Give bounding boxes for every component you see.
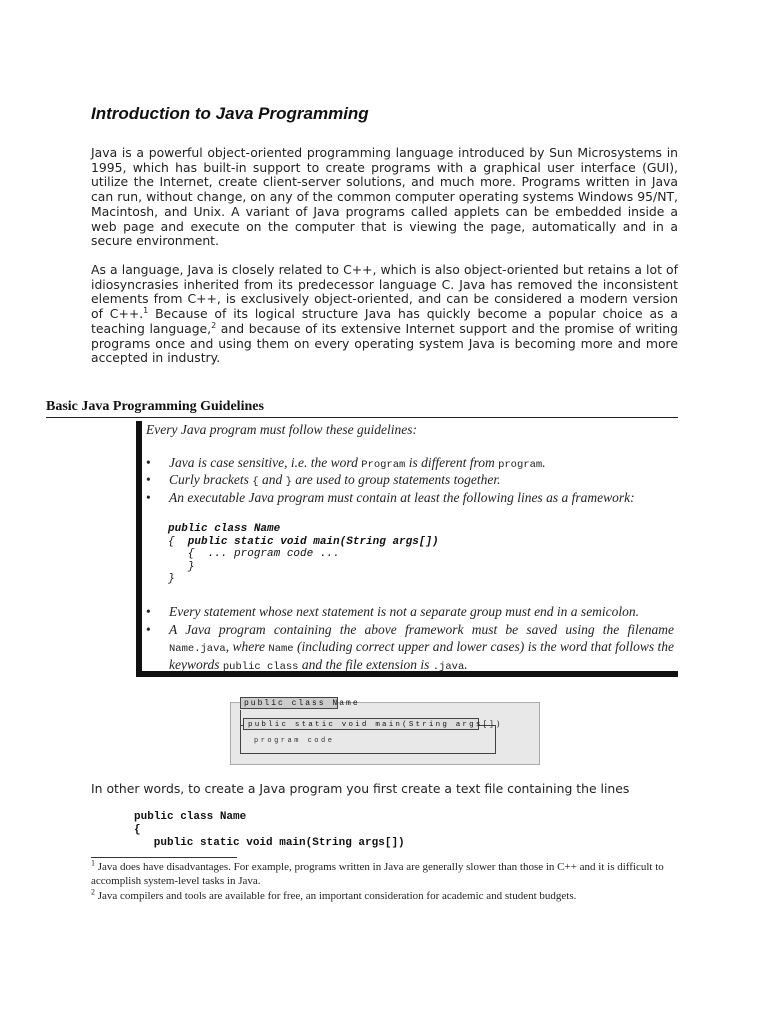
footnote-text: Java compilers and tools are available for free, an important consideration for academic and student budgets. (95, 890, 577, 902)
code-line: } (168, 573, 175, 585)
guideline-text: and (258, 472, 286, 487)
method-label: public static void main(String args[]) (243, 718, 479, 730)
bullet-icon: • (146, 490, 151, 505)
guideline-item (146, 604, 674, 621)
guideline-text: Every statement whose next statement is not a separate group must end in a semicolon. (169, 604, 640, 619)
footnote (91, 889, 681, 903)
paragraph-text: Because of its logical structure Java has quickly become a popular choice as a teaching language, (91, 306, 678, 336)
footnote (91, 860, 681, 888)
code-line: } (168, 560, 195, 573)
program-code-label: program code (254, 737, 335, 745)
guidelines-intro: Every Java program must follow these guidelines: (146, 422, 417, 437)
inline-code: } (285, 476, 292, 488)
inline-code: Program (361, 459, 406, 471)
paragraph-text: As a language, Java is closely related to C++, which is also object-oriented but retains a lot of idiosyncrasies inherited from its predecessor language C. Java has removed the inconsistent elements from C++, is exclusively object-oriented, and can be considered a modern version of C++. (91, 262, 678, 322)
bullet-icon: • (146, 604, 151, 619)
guideline-item (146, 622, 674, 676)
code-line: public class Name (168, 523, 281, 535)
bullet-icon: • (146, 455, 151, 470)
class-label: public class Name (240, 697, 338, 709)
bullet-icon: • (146, 472, 151, 487)
footnote-divider (91, 857, 237, 858)
footnote-ref-1[interactable]: 1 (143, 305, 149, 315)
instruction-paragraph: In other words, to create a Java program you first create a text file containing the lines (91, 781, 630, 796)
footnote-number: 2 (91, 887, 95, 897)
guideline-text: Curly brackets (169, 472, 253, 487)
footnote-ref-2[interactable]: 2 (211, 320, 217, 330)
guideline-text: . (464, 657, 468, 672)
inline-code: public class (222, 661, 299, 673)
inline-code: { (252, 476, 259, 488)
guideline-text: (including correct upper and lower cases) is the word that follows the keywords (169, 638, 674, 672)
guideline-text: , where (225, 638, 269, 654)
section-heading: Basic Java Programming Guidelines (46, 399, 264, 414)
guideline-item (146, 455, 674, 474)
inline-code: Name (268, 642, 294, 655)
inline-code: .java (432, 661, 465, 673)
bullet-icon: • (146, 622, 151, 637)
section-divider (46, 417, 678, 418)
guideline-text: and the file extension is (298, 657, 433, 672)
code-listing: public class Name { public static void main(String args[]) (134, 811, 405, 849)
page-title: Introduction to Java Programming (91, 104, 369, 123)
language-paragraph (91, 263, 678, 366)
diagram-connector (240, 710, 241, 725)
guideline-text: is different from (405, 455, 499, 470)
guideline-text: . (542, 455, 546, 470)
footnote-text: Java does have disadvantages. For example, programs written in Java are generally slower than those in C++ and it is difficult to accomplish system-level tasks in Java. (91, 861, 664, 887)
guideline-text: A Java program containing the above framework must be saved using the filename (169, 622, 674, 637)
intro-paragraph: Java is a powerful object-oriented programming language introduced by Sun Microsystems in 1995, which has built-in support to create programs with a graphical user interface (GUI), utilize the Internet, create client-server solutions, and much more. Programs written in Java can run, without change, on any of the common computer operating systems Windows 95/NT, Macintosh, and Unix. A variant of Java programs called applets can be embedded inside a web page and execute on the computer that is viewing the page, automatically and in a secure environment. (91, 145, 678, 249)
guideline-item (146, 490, 674, 507)
guideline-item (146, 472, 674, 491)
framework-code (168, 523, 439, 586)
code-line: public static void main(String args[]) (174, 535, 439, 548)
inline-code: program (498, 459, 543, 471)
code-line: { ... program code ... (168, 548, 340, 560)
footnote-number: 1 (91, 858, 95, 868)
guideline-text: An executable Java program must contain at least the following lines as a framework: (169, 490, 635, 505)
inline-code: Name.java (169, 642, 226, 655)
code-line: { (168, 535, 175, 548)
guideline-text: Java is case sensitive, i.e. the word (169, 455, 362, 470)
paragraph-text: and because of its extensive Internet support and the promise of writing programs once and using them on every operating system Java is becoming more and more accepted in industry. (91, 320, 678, 366)
guideline-text: are used to group statements together. (291, 472, 501, 487)
